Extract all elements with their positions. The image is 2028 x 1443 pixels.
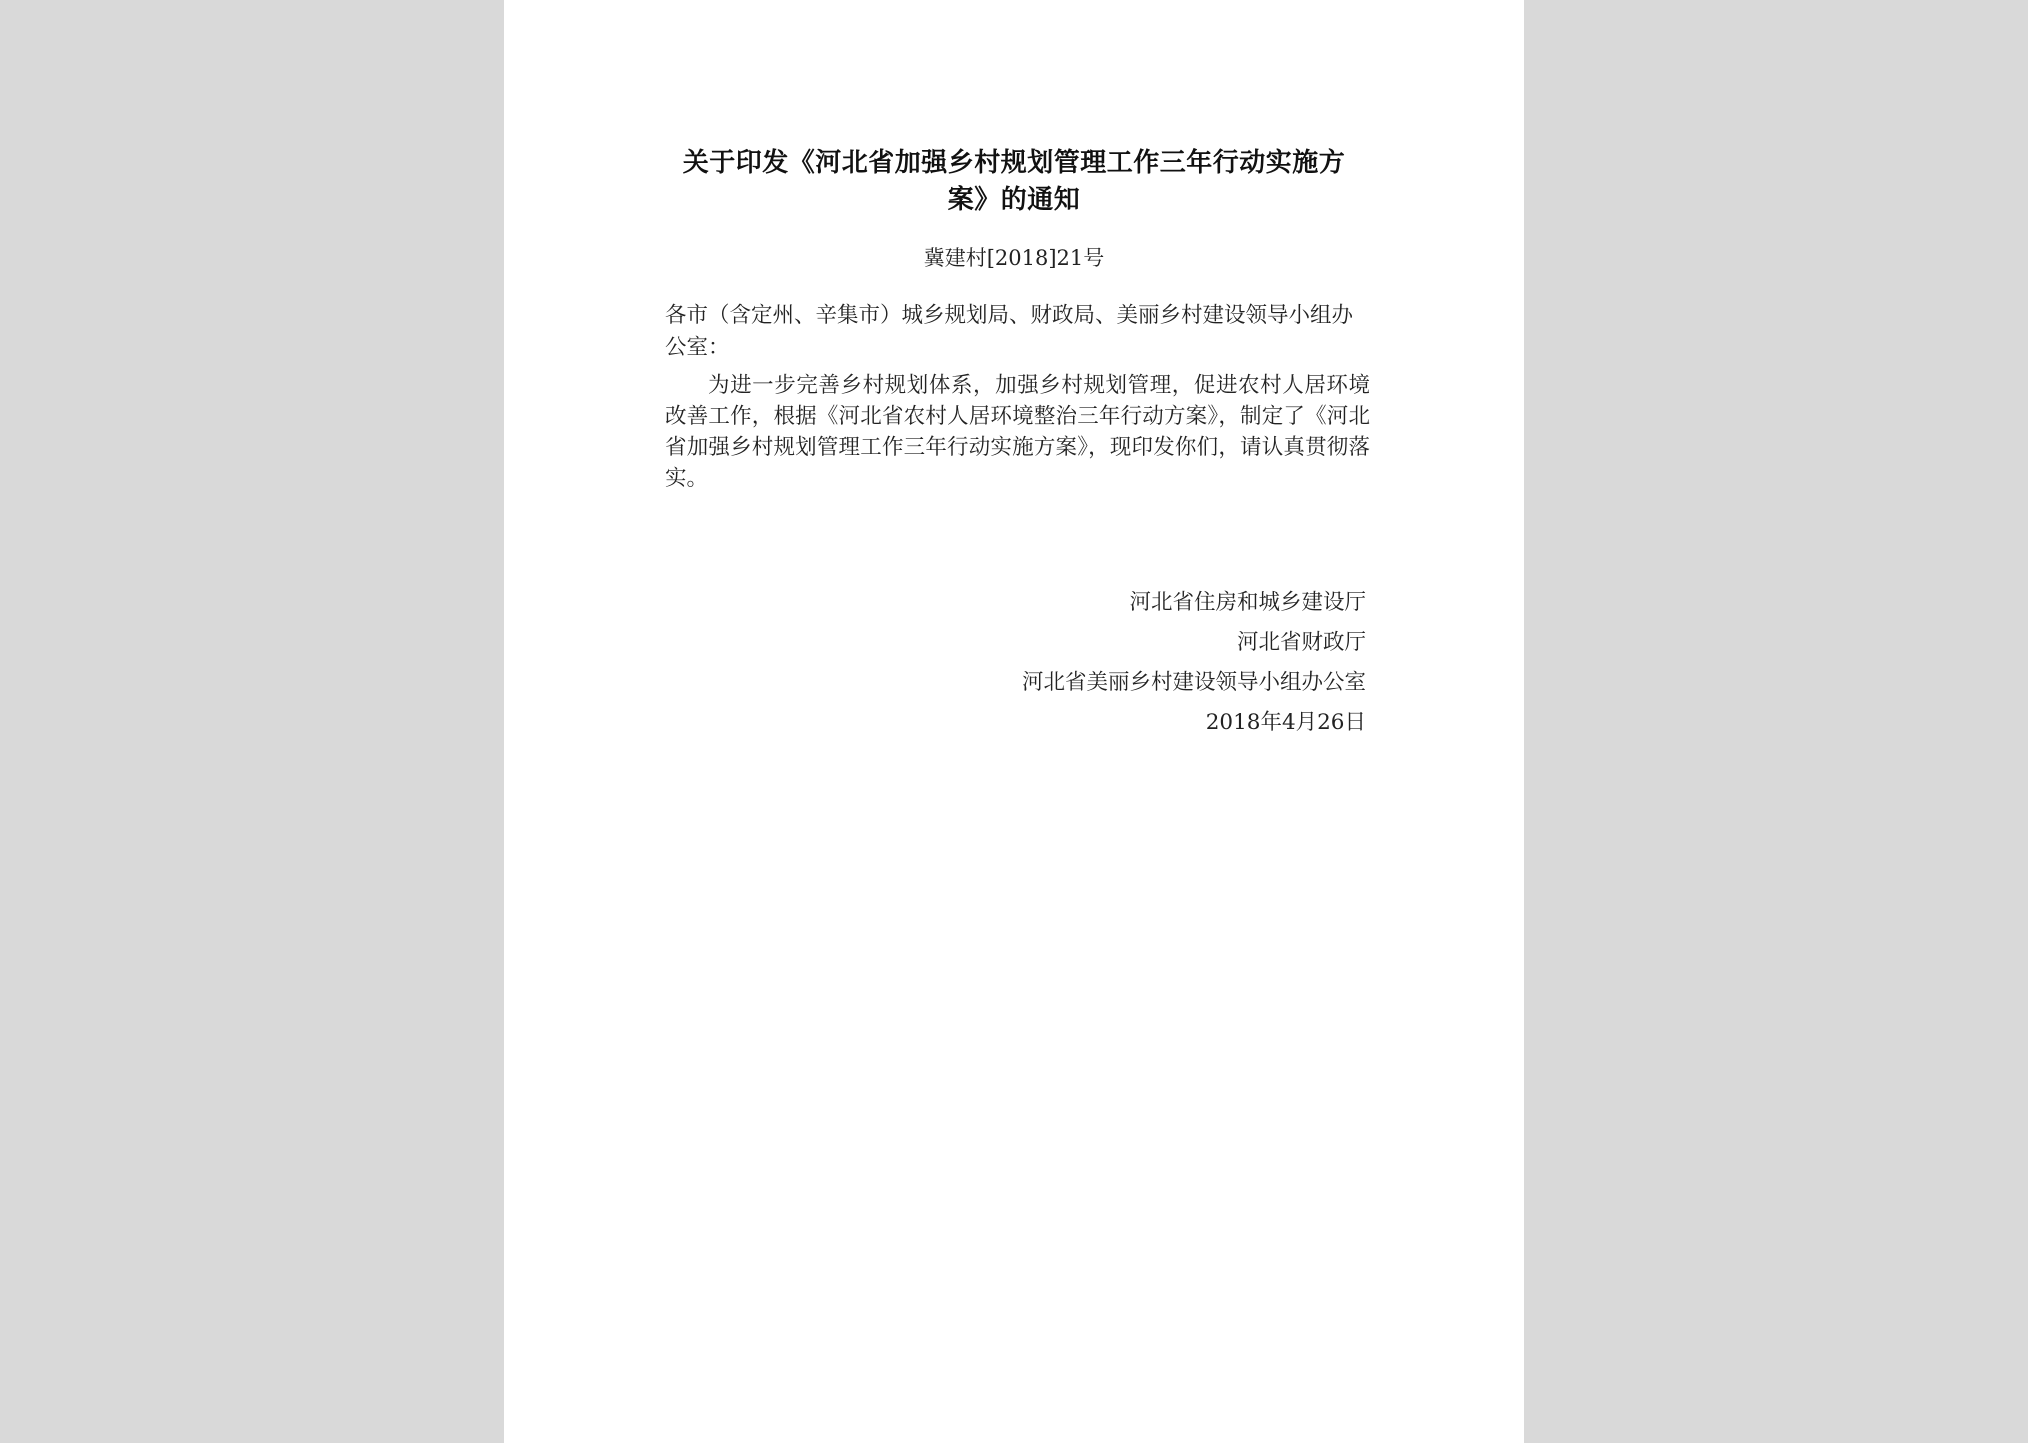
signature-issuer: 河北省住房和城乡建设厅: [1129, 590, 1366, 615]
document-title: 关于印发《河北省加强乡村规划管理工作三年行动实施方案》的通知: [682, 148, 1346, 215]
document-number: 冀建村[2018]21号: [923, 246, 1105, 270]
signature-issuer: 河北省美丽乡村建设领导小组办公室: [1021, 670, 1366, 695]
signature-issuer: 河北省财政厅: [1236, 630, 1366, 655]
signature-date: 2018年4月26日: [1205, 710, 1366, 735]
addressee: 各市（含定州、辛集市）城乡规划局、财政局、美丽乡村建设领导小组办公室：: [665, 303, 1354, 360]
document-page: [504, 0, 1524, 1443]
signature-block: [1022, 583, 1366, 743]
body-paragraph: 为进一步完善乡村规划体系，加强乡村规划管理，促进农村人居环境改善工作，根据《河北省农村人居环境整治三年行动方案》，制定了《河北省加强乡村规划管理工作三年行动实施方案》，现印发你们，请认真贯彻落实。: [665, 373, 1370, 491]
